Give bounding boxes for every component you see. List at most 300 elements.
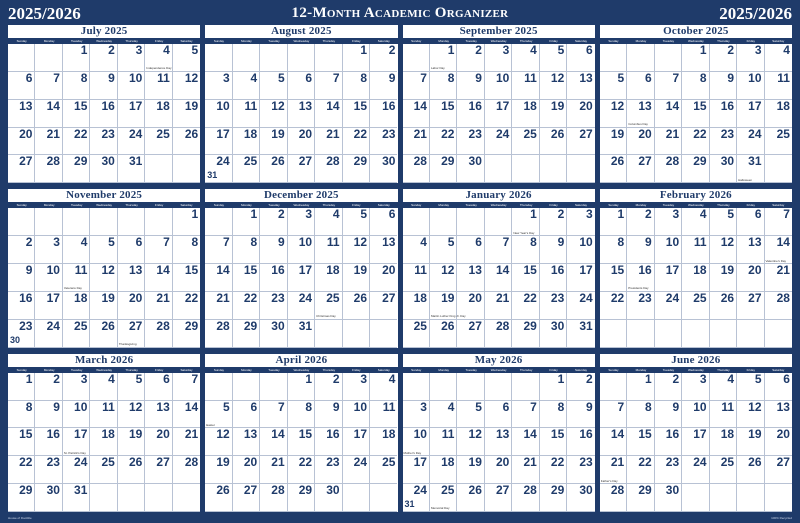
day-cell[interactable]: [655, 72, 682, 100]
day-cell[interactable]: [600, 208, 627, 236]
day-cell[interactable]: [35, 155, 62, 183]
day-cell[interactable]: [173, 264, 200, 292]
day-cell[interactable]: [63, 264, 90, 292]
day-cell[interactable]: [403, 128, 430, 156]
day-cell[interactable]: [90, 373, 117, 401]
day-cell[interactable]: [145, 484, 172, 512]
day-cell[interactable]: [512, 208, 539, 236]
day-cell[interactable]: [627, 484, 654, 512]
day-cell[interactable]: [655, 264, 682, 292]
day-cell[interactable]: [315, 155, 342, 183]
day-cell[interactable]: [205, 208, 232, 236]
day-cell[interactable]: [315, 208, 342, 236]
day-cell[interactable]: [737, 292, 764, 320]
day-cell[interactable]: [145, 100, 172, 128]
day-cell[interactable]: [343, 320, 370, 348]
day-cell[interactable]: [430, 128, 457, 156]
day-cell[interactable]: [457, 484, 484, 512]
day-cell[interactable]: [90, 428, 117, 456]
day-cell[interactable]: [457, 100, 484, 128]
day-cell[interactable]: [173, 236, 200, 264]
day-cell[interactable]: [63, 292, 90, 320]
day-cell[interactable]: [627, 100, 654, 128]
day-cell[interactable]: [403, 320, 430, 348]
day-cell[interactable]: [567, 484, 594, 512]
day-cell[interactable]: [173, 320, 200, 348]
day-cell[interactable]: [710, 236, 737, 264]
day-cell[interactable]: [8, 484, 35, 512]
day-cell[interactable]: [90, 100, 117, 128]
day-cell[interactable]: [343, 264, 370, 292]
day-cell[interactable]: [288, 401, 315, 429]
day-cell[interactable]: [710, 484, 737, 512]
day-cell[interactable]: [315, 72, 342, 100]
day-cell[interactable]: [205, 373, 232, 401]
day-cell[interactable]: [343, 72, 370, 100]
day-cell[interactable]: [63, 72, 90, 100]
day-cell[interactable]: [173, 428, 200, 456]
day-cell[interactable]: [765, 128, 792, 156]
day-cell[interactable]: [403, 72, 430, 100]
day-cell[interactable]: [540, 100, 567, 128]
day-cell[interactable]: [682, 401, 709, 429]
day-cell[interactable]: [540, 320, 567, 348]
day-cell[interactable]: [600, 484, 627, 512]
day-cell[interactable]: [600, 236, 627, 264]
day-cell[interactable]: [512, 373, 539, 401]
day-cell[interactable]: [485, 128, 512, 156]
day-cell[interactable]: [567, 44, 594, 72]
day-cell[interactable]: [710, 72, 737, 100]
day-cell[interactable]: [567, 236, 594, 264]
day-cell[interactable]: [430, 373, 457, 401]
day-cell[interactable]: [512, 428, 539, 456]
day-cell[interactable]: [600, 264, 627, 292]
day-cell[interactable]: [8, 44, 35, 72]
day-cell[interactable]: [403, 373, 430, 401]
day-cell[interactable]: [710, 401, 737, 429]
day-cell[interactable]: [233, 208, 260, 236]
day-cell[interactable]: [35, 292, 62, 320]
day-cell[interactable]: [288, 484, 315, 512]
day-cell[interactable]: [370, 100, 397, 128]
day-cell[interactable]: [288, 292, 315, 320]
day-cell[interactable]: [765, 72, 792, 100]
day-cell[interactable]: [457, 128, 484, 156]
day-cell[interactable]: [682, 72, 709, 100]
day-cell[interactable]: [457, 236, 484, 264]
day-cell[interactable]: [90, 320, 117, 348]
day-cell[interactable]: [8, 236, 35, 264]
day-cell[interactable]: [63, 428, 90, 456]
day-cell[interactable]: [233, 72, 260, 100]
day-cell[interactable]: [655, 292, 682, 320]
day-cell[interactable]: [540, 72, 567, 100]
day-cell[interactable]: [567, 456, 594, 484]
day-cell[interactable]: [737, 456, 764, 484]
day-cell[interactable]: [173, 401, 200, 429]
day-cell[interactable]: [35, 428, 62, 456]
day-cell[interactable]: [145, 208, 172, 236]
day-cell[interactable]: [90, 484, 117, 512]
day-cell[interactable]: [430, 290, 466, 320]
day-cell[interactable]: [737, 401, 764, 429]
day-cell[interactable]: [118, 72, 145, 100]
day-cell[interactable]: [63, 100, 90, 128]
day-cell[interactable]: [90, 292, 117, 320]
day-cell[interactable]: [343, 373, 370, 401]
day-cell[interactable]: [540, 155, 567, 183]
day-cell[interactable]: [682, 320, 709, 348]
day-cell[interactable]: [260, 401, 287, 429]
day-cell[interactable]: [457, 401, 484, 429]
day-cell[interactable]: [540, 128, 567, 156]
day-cell[interactable]: [205, 100, 232, 128]
day-cell[interactable]: [205, 72, 232, 100]
day-cell[interactable]: [233, 484, 260, 512]
day-cell[interactable]: [430, 155, 457, 183]
day-cell[interactable]: [260, 44, 287, 72]
day-cell[interactable]: [765, 236, 792, 264]
day-cell[interactable]: [173, 44, 200, 72]
day-cell[interactable]: [737, 264, 764, 292]
day-cell[interactable]: [430, 264, 457, 292]
day-cell[interactable]: [737, 236, 764, 264]
day-cell[interactable]: [737, 155, 764, 183]
day-cell[interactable]: [485, 484, 512, 512]
day-cell[interactable]: [343, 208, 370, 236]
day-cell[interactable]: [567, 100, 594, 128]
day-cell[interactable]: [655, 208, 682, 236]
day-cell[interactable]: [8, 72, 35, 100]
day-cell[interactable]: [485, 100, 512, 128]
day-cell[interactable]: [600, 428, 627, 456]
day-cell[interactable]: [600, 292, 627, 320]
day-cell[interactable]: [288, 155, 315, 183]
day-cell[interactable]: [457, 208, 484, 236]
day-cell[interactable]: [430, 44, 457, 72]
day-cell[interactable]: [315, 484, 342, 512]
day-cell[interactable]: [403, 401, 430, 429]
day-cell[interactable]: [512, 401, 539, 429]
day-cell[interactable]: [600, 128, 627, 156]
day-cell[interactable]: [430, 320, 457, 348]
day-cell[interactable]: [118, 373, 145, 401]
day-cell[interactable]: [655, 44, 682, 72]
day-cell[interactable]: [682, 292, 709, 320]
day-cell[interactable]: [370, 428, 397, 456]
day-cell[interactable]: [63, 456, 90, 484]
day-cell[interactable]: [8, 100, 35, 128]
day-cell[interactable]: [737, 208, 764, 236]
day-cell[interactable]: [403, 208, 430, 236]
day-cell[interactable]: [485, 72, 512, 100]
day-cell[interactable]: [655, 100, 682, 128]
day-cell[interactable]: [403, 155, 430, 183]
day-cell[interactable]: [35, 44, 62, 72]
day-cell[interactable]: [315, 236, 342, 264]
day-cell[interactable]: [627, 44, 654, 72]
day-cell[interactable]: [600, 456, 627, 484]
day-cell[interactable]: [682, 155, 709, 183]
day-cell[interactable]: [512, 264, 539, 292]
day-cell[interactable]: [403, 428, 430, 456]
day-cell[interactable]: [370, 264, 397, 292]
day-cell[interactable]: [145, 320, 172, 348]
day-cell[interactable]: [457, 72, 484, 100]
day-cell[interactable]: [485, 236, 512, 264]
day-cell[interactable]: [567, 72, 594, 100]
day-cell[interactable]: [540, 44, 567, 72]
day-cell[interactable]: [343, 456, 370, 484]
day-cell[interactable]: [8, 264, 35, 292]
day-cell[interactable]: [233, 100, 260, 128]
day-cell[interactable]: [63, 236, 90, 264]
day-cell[interactable]: [737, 72, 764, 100]
day-cell[interactable]: [627, 456, 654, 484]
day-cell[interactable]: [8, 320, 35, 348]
day-cell[interactable]: [118, 44, 145, 72]
day-cell[interactable]: [145, 236, 172, 264]
day-cell[interactable]: [260, 128, 287, 156]
day-cell[interactable]: [288, 44, 315, 72]
day-cell[interactable]: [63, 155, 90, 183]
day-cell[interactable]: [485, 456, 512, 484]
day-cell[interactable]: [8, 456, 35, 484]
day-cell[interactable]: [370, 292, 397, 320]
day-cell[interactable]: [315, 44, 342, 72]
day-cell[interactable]: [540, 292, 567, 320]
day-cell[interactable]: [765, 292, 792, 320]
day-cell[interactable]: [205, 401, 232, 429]
day-cell[interactable]: [118, 100, 145, 128]
day-cell[interactable]: [233, 264, 260, 292]
day-cell[interactable]: [765, 401, 792, 429]
day-cell[interactable]: [512, 155, 539, 183]
day-cell[interactable]: [145, 128, 172, 156]
day-cell[interactable]: [145, 44, 172, 72]
day-cell[interactable]: [567, 320, 594, 348]
day-cell[interactable]: [457, 373, 484, 401]
day-cell[interactable]: [655, 236, 682, 264]
day-cell[interactable]: [655, 484, 682, 512]
day-cell[interactable]: [173, 456, 200, 484]
day-cell[interactable]: [567, 292, 594, 320]
day-cell[interactable]: [8, 155, 35, 183]
day-cell[interactable]: [457, 456, 484, 484]
day-cell[interactable]: [682, 208, 709, 236]
day-cell[interactable]: [682, 456, 709, 484]
day-cell[interactable]: [370, 320, 397, 348]
day-cell[interactable]: [655, 155, 682, 183]
day-cell[interactable]: [485, 292, 512, 320]
day-cell[interactable]: [600, 100, 627, 128]
day-cell[interactable]: [512, 44, 539, 72]
day-cell[interactable]: [118, 208, 145, 236]
day-cell[interactable]: [145, 264, 172, 292]
day-cell[interactable]: [233, 320, 260, 348]
day-cell[interactable]: [682, 100, 709, 128]
day-cell[interactable]: [710, 208, 737, 236]
day-cell[interactable]: [485, 428, 512, 456]
day-cell[interactable]: [403, 292, 430, 320]
day-cell[interactable]: [737, 484, 764, 512]
day-cell[interactable]: [205, 456, 232, 484]
day-cell[interactable]: [765, 155, 792, 183]
day-cell[interactable]: [682, 44, 709, 72]
day-cell[interactable]: [682, 484, 709, 512]
day-cell[interactable]: [540, 264, 567, 292]
day-cell[interactable]: [233, 155, 260, 183]
day-cell[interactable]: [567, 428, 594, 456]
day-cell[interactable]: [600, 320, 627, 348]
day-cell[interactable]: [567, 401, 594, 429]
day-cell[interactable]: [145, 456, 172, 484]
day-cell[interactable]: [90, 72, 117, 100]
day-cell[interactable]: [118, 401, 145, 429]
day-cell[interactable]: [315, 401, 342, 429]
day-cell[interactable]: [8, 373, 35, 401]
day-cell[interactable]: [540, 428, 567, 456]
day-cell[interactable]: [90, 401, 117, 429]
day-cell[interactable]: [90, 456, 117, 484]
day-cell[interactable]: [710, 44, 737, 72]
day-cell[interactable]: [288, 100, 315, 128]
day-cell[interactable]: [315, 456, 342, 484]
day-cell[interactable]: [205, 484, 232, 512]
day-cell[interactable]: [205, 236, 232, 264]
day-cell[interactable]: [63, 208, 90, 236]
day-cell[interactable]: [260, 236, 287, 264]
day-cell[interactable]: [485, 44, 512, 72]
day-cell[interactable]: [710, 292, 737, 320]
day-cell[interactable]: [173, 373, 200, 401]
day-cell[interactable]: [627, 208, 654, 236]
day-cell[interactable]: [512, 320, 539, 348]
day-cell[interactable]: [765, 264, 792, 292]
day-cell[interactable]: [8, 208, 35, 236]
day-cell[interactable]: [655, 373, 682, 401]
day-cell[interactable]: [540, 236, 567, 264]
day-cell[interactable]: [233, 236, 260, 264]
day-cell[interactable]: [8, 128, 35, 156]
day-cell[interactable]: [710, 320, 737, 348]
day-cell[interactable]: [485, 264, 512, 292]
day-cell[interactable]: [205, 44, 232, 72]
day-cell[interactable]: [512, 72, 539, 100]
day-cell[interactable]: [205, 155, 232, 183]
day-cell[interactable]: [710, 428, 737, 456]
day-cell[interactable]: [710, 456, 737, 484]
day-cell[interactable]: [682, 264, 709, 292]
day-cell[interactable]: [90, 264, 117, 292]
day-cell[interactable]: [765, 320, 792, 348]
day-cell[interactable]: [288, 320, 315, 348]
day-cell[interactable]: [315, 373, 342, 401]
day-cell[interactable]: [118, 236, 145, 264]
day-cell[interactable]: [457, 428, 484, 456]
day-cell[interactable]: [485, 373, 512, 401]
day-cell[interactable]: [343, 236, 370, 264]
day-cell[interactable]: [315, 264, 342, 292]
day-cell[interactable]: [710, 128, 737, 156]
day-cell[interactable]: [118, 320, 145, 348]
day-cell[interactable]: [485, 208, 512, 236]
day-cell[interactable]: [145, 428, 172, 456]
day-cell[interactable]: [765, 208, 792, 236]
day-cell[interactable]: [8, 428, 35, 456]
day-cell[interactable]: [682, 428, 709, 456]
day-cell[interactable]: [90, 155, 117, 183]
day-cell[interactable]: [35, 456, 62, 484]
day-cell[interactable]: [260, 456, 287, 484]
day-cell[interactable]: [430, 236, 457, 264]
day-cell[interactable]: [35, 236, 62, 264]
day-cell[interactable]: [457, 44, 484, 72]
day-cell[interactable]: [737, 100, 764, 128]
day-cell[interactable]: [118, 484, 145, 512]
day-cell[interactable]: [655, 128, 682, 156]
day-cell[interactable]: [600, 401, 627, 429]
day-cell[interactable]: [627, 373, 654, 401]
day-cell[interactable]: [260, 320, 287, 348]
day-cell[interactable]: [403, 264, 430, 292]
day-cell[interactable]: [343, 44, 370, 72]
day-cell[interactable]: [540, 401, 567, 429]
day-cell[interactable]: [765, 100, 792, 128]
day-cell[interactable]: [600, 155, 627, 183]
day-cell[interactable]: [627, 401, 654, 429]
day-cell[interactable]: [260, 208, 287, 236]
day-cell[interactable]: [370, 155, 397, 183]
day-cell[interactable]: [600, 373, 627, 401]
day-cell[interactable]: [118, 264, 145, 292]
day-cell[interactable]: [118, 155, 145, 183]
day-cell[interactable]: [370, 456, 397, 484]
day-cell[interactable]: [260, 292, 287, 320]
day-cell[interactable]: [370, 208, 397, 236]
day-cell[interactable]: [457, 264, 484, 292]
day-cell[interactable]: [765, 484, 792, 512]
day-cell[interactable]: [205, 428, 232, 456]
day-cell[interactable]: [260, 100, 287, 128]
day-cell[interactable]: [710, 264, 737, 292]
day-cell[interactable]: [315, 428, 342, 456]
day-cell[interactable]: [90, 236, 117, 264]
day-cell[interactable]: [288, 208, 315, 236]
day-cell[interactable]: [765, 373, 792, 401]
day-cell[interactable]: [627, 72, 654, 100]
day-cell[interactable]: [627, 428, 654, 456]
day-cell[interactable]: [627, 320, 654, 348]
day-cell[interactable]: [485, 155, 512, 183]
day-cell[interactable]: [63, 44, 90, 72]
day-cell[interactable]: [173, 484, 200, 512]
day-cell[interactable]: [63, 128, 90, 156]
day-cell[interactable]: [233, 128, 260, 156]
day-cell[interactable]: [288, 236, 315, 264]
day-cell[interactable]: [35, 208, 62, 236]
day-cell[interactable]: [90, 44, 117, 72]
day-cell[interactable]: [370, 128, 397, 156]
day-cell[interactable]: [205, 320, 232, 348]
day-cell[interactable]: [540, 484, 567, 512]
day-cell[interactable]: [403, 236, 430, 264]
day-cell[interactable]: [35, 484, 62, 512]
day-cell[interactable]: [90, 208, 117, 236]
day-cell[interactable]: [288, 373, 315, 401]
day-cell[interactable]: [8, 292, 35, 320]
